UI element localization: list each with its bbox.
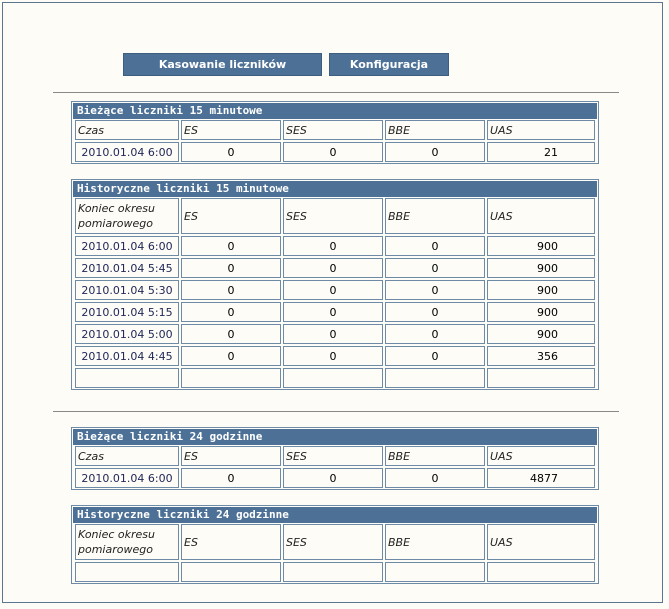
empty-cell [75,562,179,582]
empty-cell [75,368,179,388]
current-24h-table [73,444,597,490]
ses-cell: 0 [283,324,383,344]
ses-cell: 0 [283,346,383,366]
uas-cell: 900 [487,324,595,344]
page-frame [2,2,663,603]
header-cell: Koniec okresu pomiarowego [75,524,179,560]
table-row [75,142,595,162]
ses-cell: 0 [283,258,383,278]
time-cell: 2010.01.04 5:00 [75,324,179,344]
es-cell: 0 [181,346,281,366]
time-cell: 2010.01.04 5:45 [75,258,179,278]
uas-cell: 900 [487,302,595,322]
es-cell: 0 [181,258,281,278]
empty-row [75,562,595,582]
bbe-cell: 0 [385,280,485,300]
es-cell: 0 [181,468,281,488]
header-cell: ES [181,120,281,140]
panel-title: Bieżące liczniki 24 godzinne [73,429,597,445]
header-cell: UAS [487,198,595,234]
bbe-cell: 0 [385,302,485,322]
empty-cell [385,368,485,388]
es-cell: 0 [181,236,281,256]
current-15min-panel [71,101,599,164]
time-cell: 2010.01.04 4:45 [75,346,179,366]
empty-cell [487,368,595,388]
table-row [75,280,595,300]
es-cell: 0 [181,142,281,162]
current-24h-panel [71,427,599,490]
history-15min-table [73,196,597,390]
bbe-cell: 0 [385,258,485,278]
ses-cell: 0 [283,280,383,300]
panel-title: Historyczne liczniki 24 godzinne [73,507,597,523]
uas-cell: 900 [487,236,595,256]
ses-cell: 0 [283,142,383,162]
time-cell: 2010.01.04 6:00 [75,142,179,162]
uas-cell: 4877 [487,468,595,488]
table-header-row [75,446,595,466]
es-cell: 0 [181,302,281,322]
header-cell: ES [181,446,281,466]
header-cell: Czas [75,120,179,140]
header-cell: UAS [487,446,595,466]
es-cell: 0 [181,280,281,300]
history-24h-panel [71,505,599,584]
time-cell: 2010.01.04 5:30 [75,280,179,300]
header-cell: SES [283,524,383,560]
time-cell: 2010.01.04 6:00 [75,468,179,488]
empty-cell [283,562,383,582]
table-row [75,324,595,344]
header-cell: ES [181,524,281,560]
empty-cell [385,562,485,582]
table-row [75,236,595,256]
configuration-button[interactable]: Konfiguracja [329,53,449,76]
empty-row [75,368,595,388]
current-15min-table [73,118,597,164]
ses-cell: 0 [283,236,383,256]
empty-cell [181,562,281,582]
bbe-cell: 0 [385,468,485,488]
history-15min-panel [71,179,599,390]
time-cell: 2010.01.04 5:15 [75,302,179,322]
header-cell: ES [181,198,281,234]
empty-cell [181,368,281,388]
bbe-cell: 0 [385,142,485,162]
header-cell: Koniec okresu pomiarowego [75,198,179,234]
header-cell: SES [283,446,383,466]
table-header-row [75,198,595,234]
table-row [75,468,595,488]
header-cell: BBE [385,524,485,560]
empty-cell [283,368,383,388]
header-cell: SES [283,198,383,234]
uas-cell: 356 [487,346,595,366]
empty-cell [487,562,595,582]
header-cell: BBE [385,446,485,466]
table-header-row [75,120,595,140]
ses-cell: 0 [283,468,383,488]
es-cell: 0 [181,324,281,344]
header-cell: UAS [487,524,595,560]
header-cell: Czas [75,446,179,466]
header-cell: SES [283,120,383,140]
table-header-row [75,524,595,560]
uas-cell: 900 [487,280,595,300]
table-row [75,258,595,278]
bbe-cell: 0 [385,324,485,344]
ses-cell: 0 [283,302,383,322]
header-cell: BBE [385,198,485,234]
table-row [75,302,595,322]
panel-title: Historyczne liczniki 15 minutowe [73,181,597,197]
history-24h-table [73,522,597,584]
header-cell: UAS [487,120,595,140]
header-cell: BBE [385,120,485,140]
uas-cell: 900 [487,258,595,278]
uas-cell: 21 [487,142,595,162]
time-cell: 2010.01.04 6:00 [75,236,179,256]
divider-middle [53,411,619,412]
panel-title: Bieżące liczniki 15 minutowe [73,103,597,119]
bbe-cell: 0 [385,346,485,366]
divider-top [53,92,619,93]
table-row [75,346,595,366]
reset-counters-button[interactable]: Kasowanie liczników [123,53,322,76]
bbe-cell: 0 [385,236,485,256]
